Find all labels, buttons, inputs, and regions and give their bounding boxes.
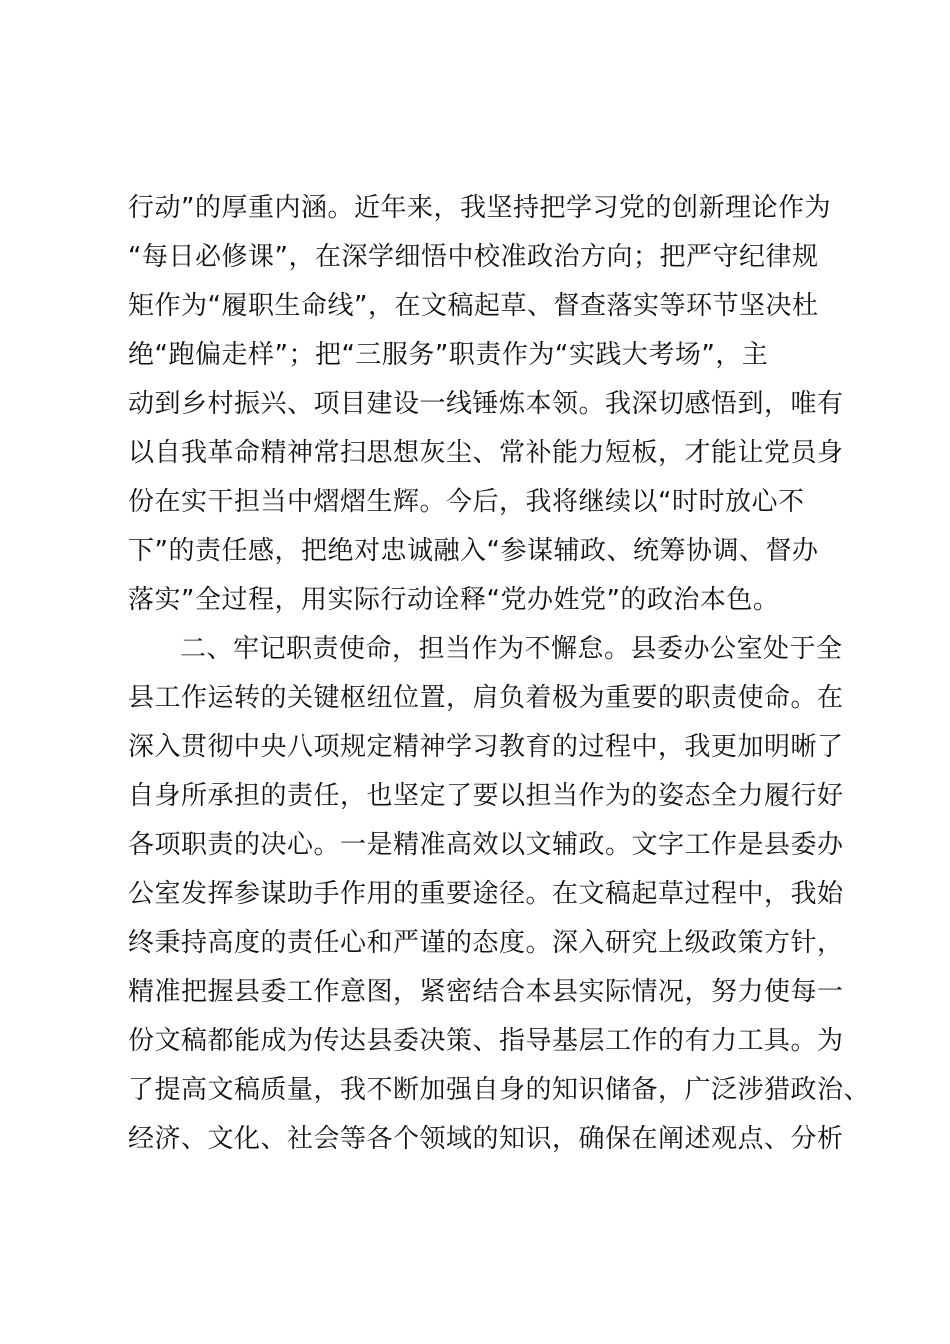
text-line: 公室发挥参谋助手作用的重要途径。在文稿起草过程中，我始 bbox=[128, 879, 844, 909]
text-line: 深入贯彻中央八项规定精神学习教育的过程中，我更加明晰了 bbox=[128, 732, 844, 762]
text-line: 份在实干担当中熠熠生辉。今后，我将继续以“时时放心不 bbox=[128, 487, 805, 517]
text-line: “每日必修课”，在深学细悟中校准政治方向；把严守纪律规 bbox=[128, 242, 819, 272]
text-line: 精准把握县委工作意图，紧密结合本县实际情况，努力使每一 bbox=[128, 977, 844, 1007]
text-line: 落实”全过程，用实际行动诠释“党办姓党”的政治本色。 bbox=[128, 585, 780, 615]
text-line: 动到乡村振兴、项目建设一线锤炼本领。我深切感悟到，唯有 bbox=[128, 389, 844, 419]
text-line: 绝“跑偏走样”；把“三服务”职责作为“实践大考场”，主 bbox=[128, 340, 769, 370]
document-body bbox=[128, 184, 871, 1164]
text-line: 了提高文稿质量，我不断加强自身的知识储备，广泛涉猎政治、 bbox=[128, 1075, 871, 1105]
text-line: 各项职责的决心。一是精准高效以文辅政。文字工作是县委办 bbox=[128, 830, 844, 860]
text-line: 自身所承担的责任，也坚定了要以担当作为的姿态全力履行好 bbox=[128, 781, 844, 811]
text-line: 份文稿都能成为传达县委决策、指导基层工作的有力工具。为 bbox=[128, 1026, 844, 1056]
text-line: 行动”的厚重内涵。近年来，我坚持把学习党的创新理论作为 bbox=[128, 193, 831, 223]
text-line: 以自我革命精神常扫思想灰尘、常补能力短板，才能让党员身 bbox=[128, 438, 844, 468]
section-heading-line: 二、牢记职责使命，担当作为不懈怠。县委办公室处于全 bbox=[180, 634, 843, 664]
text-line: 终秉持高度的责任心和严谨的态度。深入研究上级政策方针， bbox=[128, 928, 844, 958]
text-line: 下”的责任感，把绝对忠诚融入“参谋辅政、统筹协调、督办 bbox=[128, 536, 819, 566]
text-line: 矩作为“履职生命线”，在文稿起草、督查落实等环节坚决杜 bbox=[128, 291, 819, 321]
text-line: 县工作运转的关键枢纽位置，肩负着极为重要的职责使命。在 bbox=[128, 683, 844, 713]
text-line: 经济、文化、社会等各个领域的知识，确保在阐述观点、分析 bbox=[128, 1124, 844, 1154]
